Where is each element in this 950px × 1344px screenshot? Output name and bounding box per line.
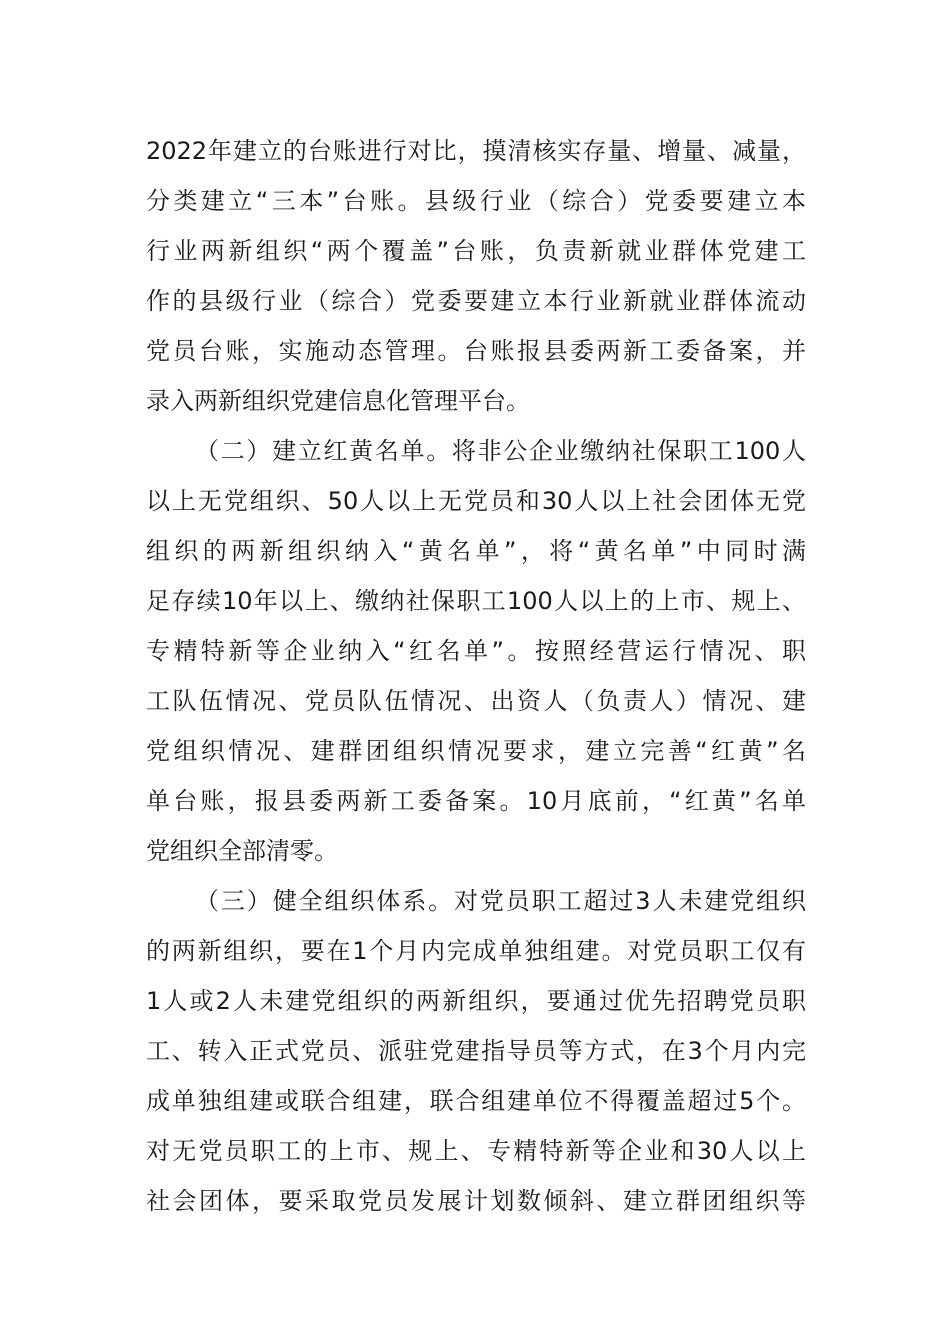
paragraph-line: 行业两新组织“两个覆盖”台账，负责新就业群体党建工: [146, 237, 806, 265]
paragraph-line: 1人或2人未建党组织的两新组织，要通过优先招聘党员职: [146, 987, 806, 1015]
paragraph-line: 对无党员职工的上市、规上、专精特新等企业和30人以上: [146, 1137, 806, 1165]
paragraph-line: 组织的两新组织纳入“黄名单”，将“黄名单”中同时满: [146, 537, 806, 565]
paragraph-line: 党员台账，实施动态管理。台账报县委两新工委备案，并: [146, 337, 806, 365]
paragraph-line: 党组织全部清零。: [146, 837, 338, 865]
paragraph-line: 录入两新组织党建信息化管理平台。: [146, 387, 530, 415]
paragraph-line: 分类建立“三本”台账。县级行业（综合）党委要建立本: [146, 187, 806, 215]
paragraph-line: 成单独组建或联合组建，联合组建单位不得覆盖超过5个。: [146, 1087, 806, 1115]
paragraph-line: 足存续10年以上、缴纳社保职工100人以上的上市、规上、: [146, 587, 806, 615]
paragraph-line: 的两新组织，要在1个月内完成单独组建。对党员职工仅有: [146, 937, 806, 965]
paragraph-line: 社会团体，要采取党员发展计划数倾斜、建立群团组织等: [146, 1187, 806, 1215]
paragraph-line: 党组织情况、建群团组织情况要求，建立完善“红黄”名: [146, 737, 806, 765]
paragraph-line: 专精特新等企业纳入“红名单”。按照经营运行情况、职: [146, 637, 806, 665]
paragraph-line: 工队伍情况、党员队伍情况、出资人（负责人）情况、建: [146, 687, 806, 715]
paragraph-line: 以上无党组织、50人以上无党员和30人以上社会团体无党: [146, 487, 806, 515]
paragraph-line: 工、转入正式党员、派驻党建指导员等方式，在3个月内完: [146, 1037, 806, 1065]
paragraph-line: 2022年建立的台账进行对比，摸清核实存量、增量、减量，: [146, 137, 806, 165]
section-heading-line: （二）建立红黄名单。将非公企业缴纳社保职工100人: [195, 437, 806, 465]
section-heading-line: （三）健全组织体系。对党员职工超过3人未建党组织: [195, 887, 806, 915]
paragraph-line: 作的县级行业（综合）党委要建立本行业新就业群体流动: [146, 287, 806, 315]
paragraph-line: 单台账，报县委两新工委备案。10月底前，“红黄”名单: [146, 787, 806, 815]
